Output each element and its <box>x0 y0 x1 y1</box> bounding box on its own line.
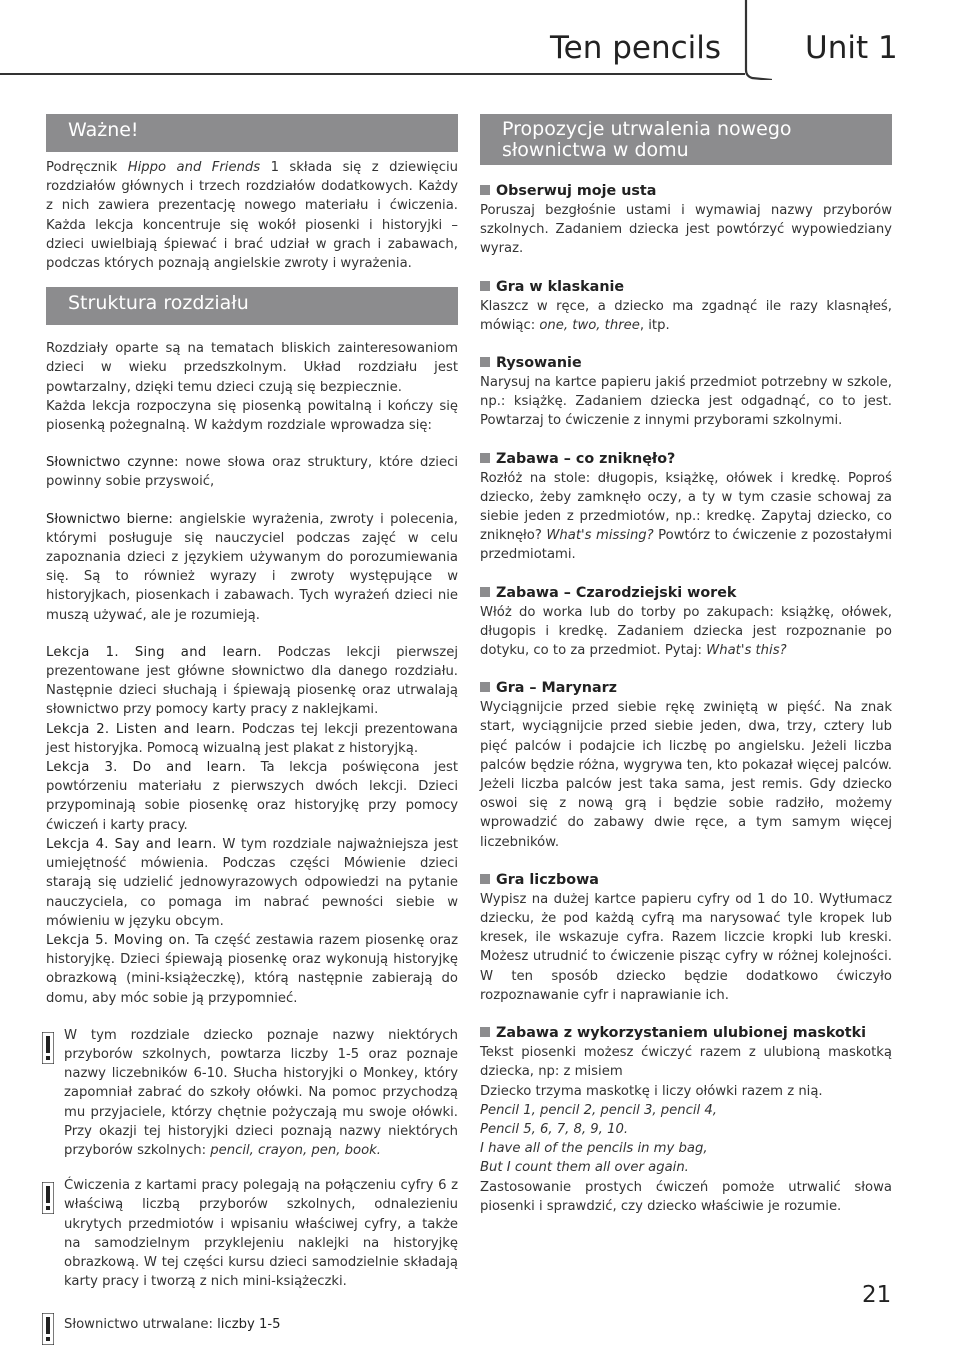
lesson-item: Lekcja 1. Sing and learn. Podczas lekcji pierwszej prezentowane jest główne słownictwo dla danego rozdziału. Następnie dzieci słuchają i śpiewają piosenkę oraz utrwalają słownictwo przy pomocy karty pracy z naklejkami. <box>46 644 458 718</box>
lesson-title: Ten pencils <box>550 30 722 66</box>
song-line: But I count them all over again. <box>480 1160 689 1176</box>
square-bullet-icon <box>480 587 490 597</box>
book-title: Hippo and Friends <box>127 160 261 175</box>
header-rule <box>0 73 745 75</box>
square-bullet-icon <box>480 682 490 692</box>
important-banner: Ważne! <box>46 114 458 152</box>
square-bullet-icon <box>480 453 490 463</box>
exclamation-icon <box>42 1182 54 1214</box>
structure-banner: Struktura rozdziału <box>46 287 458 325</box>
song-lyrics <box>480 1101 892 1178</box>
closing-paragraph: Zastosowanie prostych ćwiczeń pomoże utrwalić słowa piosenki i sprawdzić, czy dziecko właściwie je rozumie. <box>480 1179 892 1214</box>
header-tab-decoration <box>742 0 772 80</box>
intro-paragraph: Podręcznik Hippo and Friends 1 składa się z dziewięciu rozdziałów głównych i trzech rozdziałów dodatkowych. Każdy z nich zawiera prezentację nowego materiału i ćwiczenia. Każda lekcja koncentruje się wokół piosenki i historyjki – dzieci uwielbiają śpiewać i brać udział w grach i zabawach, podczas których poznają angielskie zwroty i wyrażenia. <box>46 160 458 272</box>
activity-text: Tekst piosenki możesz ćwiczyć razem z ulubioną maskotką dziecka, np: z misiem <box>480 1045 892 1080</box>
school-items-words: pencil, crayon, pen, book. <box>210 1142 381 1158</box>
reinforced-vocabulary: liczby 1-5 <box>217 1317 281 1333</box>
note-2: Ćwiczenia z kartami pracy polegają na połączeniu cyfry 6 z właściwą liczbą przyborów szkolnych, odnalezieniu ukrytych przedmiotów i wpisaniu właściwej cyfry, a także na samodzielnym przyklejeniu naklejki na historyjkę obrazkową. W tej części kursu dzieci samodzielnie składają karty pracy i tworzą z nich mini-książeczki. <box>46 1176 458 1291</box>
lesson-item: Lekcja 2. Listen and learn. Podczas tej lekcji prezentowana jest historyjka. Pomocą wizualną jest plakat z historyjką. <box>46 721 458 756</box>
exclamation-icon <box>42 1032 54 1064</box>
note-1: W tym rozdziale dziecko poznaje nazwy niektórych przyborów szkolnych, powtarza liczby 1-5 oraz poznaje nazwy liczebników 6-10. Słucha historyjki o Monkey, który zapomniał zabrać do szkoły ołówki. Na pomoc przychodzą mu przyjaciele, którzy chętnie pożyczają mu swoje ołówki. Przy okazji tej historyjki dzieci poznają nazwy niektórych przyborów szkolnych: pencil, crayon, pen, book. <box>46 1026 458 1160</box>
song-line: I have all of the pencils in my bag, <box>480 1141 708 1157</box>
structure-paragraph-2: Każda lekcja rozpoczyna się piosenką powitalną i kończy się piosenką pożegnalną. W każdym rozdziale wprowadza się: <box>46 398 458 434</box>
page-number: 21 <box>862 1282 892 1308</box>
activity-text: Dziecko trzyma maskotkę i liczy ołówki razem z nią. <box>480 1083 823 1099</box>
song-line: Pencil 5, 6, 7, 8, 9, 10. <box>480 1121 629 1137</box>
activity-text: Włóż do worka lub do torby po zakupach: książkę, ołówek, długopis i kredkę. Zadaniem dziecka jest rozpoznanie po dotyku, co to za przedmiot. Pytaj: What's this? <box>480 604 892 659</box>
lessons-list <box>46 643 458 1008</box>
square-bullet-icon <box>480 357 490 367</box>
activity-title: Gra – Marynarz <box>480 678 892 698</box>
left-column <box>46 114 458 1335</box>
square-bullet-icon <box>480 1027 490 1037</box>
activity-title: Zabawa – Czarodziejski worek <box>480 583 892 603</box>
structure-paragraph-1: Rozdziały oparte są na tematach bliskich zainteresowaniom dzieci w wieku przedszkolnym. Układ rozdziału jest powtarzalny, dzięki temu dzieci czują się bezpiecznie. <box>46 341 458 395</box>
unit-title: Unit 1 <box>805 30 898 66</box>
activity-text: Klaszcz w ręce, a dziecko ma zgadnąć ile razy klasnąłeś, mówiąc: one, two, three, itp. <box>480 298 892 333</box>
activity-title: Obserwuj moje usta <box>480 181 892 201</box>
home-practice-banner: Propozycje utrwalenia nowego słownictwa w domu <box>480 114 892 165</box>
square-bullet-icon <box>480 185 490 195</box>
activity-text: Wypisz na dużej kartce papieru cyfry od 1 do 10. Wytłumacz dziecku, że pod każdą cyfrą ma narysować tyle kropek lub kresek, ile wskazuje cyfra. Razem liczcie kropki lub kreski. Możesz utrudnić to ćwiczenie pisząc cyfry w różnej kolejności. W ten sposób dziecko będzie dodatkowo ćwiczyło rozpoznawanie cyfr i naprawianie ich. <box>480 891 892 1003</box>
passive-vocabulary-term: Słownictwo bierne: <box>46 511 173 527</box>
activity-title: Rysowanie <box>480 353 892 373</box>
activity-title: Gra liczbowa <box>480 870 892 890</box>
lesson-item: Lekcja 4. Say and learn. W tym rozdziale najważniejsza jest umiejętność mówienia. Podczas części Mówienie dzieci starają się udzielić jednowyrazowych odpowiedzi na pytanie nauczyciela, co pomaga im nabrać pewności siebie w mówieniu w języku obcym. <box>46 836 458 929</box>
activity-text: Narysuj na kartce papieru jakiś przedmiot potrzebny w szkole, np.: książkę. Zadaniem dziecka jest odgadnąć, co to jest. Powtarzaj to ćwiczenie z innymi przyborami szkolnymi. <box>480 375 892 429</box>
activity-title: Zabawa z wykorzystaniem ulubionej maskotki <box>480 1023 892 1043</box>
activity-text: Rozłóż na stole: długopis, książkę, ołówek i kredkę. Poproś dziecko, żeby zamknęło oczy, a ty w tym czasie schowaj za siebie jeden z przedmiotów, np.: kredkę. Zapytaj dziecko, co zniknęło? What's missing? Powtórz to ćwiczenie z pozostałymi przedmiotami. <box>480 470 892 563</box>
page-header <box>0 0 960 100</box>
activity-text: Wyciągnijcie przed siebie rękę zwiniętą w pięść. Na znak start, wyciągnijcie przed siebie jeden, dwa, trzy, cztery lub pięć palców i podajcie ich liczbę po angielsku. Jeżeli liczba palców będzie różna, wygrywa ten, kto pokazał więcej palców. Jeżeli liczba palców jest taka sama, jest remis. Gdy dziecko oswoi się z nową grą i będzie sobie radziło, możemy wprowadzić do zabawy dwie ręce, a tym samym więcej liczebników. <box>480 700 892 850</box>
active-vocabulary-term: Słownictwo czynne: <box>46 455 179 471</box>
square-bullet-icon <box>480 874 490 884</box>
activity-title: Gra w klaskanie <box>480 277 892 297</box>
right-column <box>480 114 892 1216</box>
song-line: Pencil 1, pencil 2, pencil 3, pencil 4, <box>480 1102 717 1118</box>
activity-text: Poruszaj bezgłośnie ustami i wymawiaj nazwy przyborów szkolnych. Zadaniem dziecka jest powtórzyć wypowiedziany wyraz. <box>480 203 892 257</box>
exclamation-icon <box>42 1313 54 1345</box>
passive-vocabulary: Słownictwo bierne: angielskie wyrażenia, zwroty i polecenia, którymi posługuje się nauczyciel podczas zajęć w celu zapoznania dzieci z językiem używanym do porozumiewania się. Są to również wyrazy i zwroty występujące w historyjkach, piosenkach i zabawach. Tych wyrażeń dzieci nie muszą używać, ale je rozumieją. <box>46 511 458 623</box>
square-bullet-icon <box>480 281 490 291</box>
lesson-item: Lekcja 3. Do and learn. Ta lekcja poświęcona jest powtórzeniu materiału z pierwszych dwóch lekcji. Dzieci przypominają sobie piosenkę oraz historyjkę przy pomocy ćwiczeń i karty pracy. <box>46 760 458 833</box>
lesson-item: Lekcja 5. Moving on. Ta część zestawia razem piosenkę oraz historyjkę. Dzieci śpiewają piosenkę oraz wykonują historyjkę obrazkową (mini-książeczkę), którą następnie zabierają do domu, aby móc sobie ją przypomnieć. <box>46 932 458 1006</box>
active-vocabulary: Słownictwo czynne: nowe słowa oraz struktury, które dzieci powinny sobie przyswoić, <box>46 455 458 490</box>
activity-title: Zabawa – co zniknęło? <box>480 449 892 469</box>
note-3: Słownictwo utrwalane: liczby 1-5 <box>46 1315 458 1334</box>
